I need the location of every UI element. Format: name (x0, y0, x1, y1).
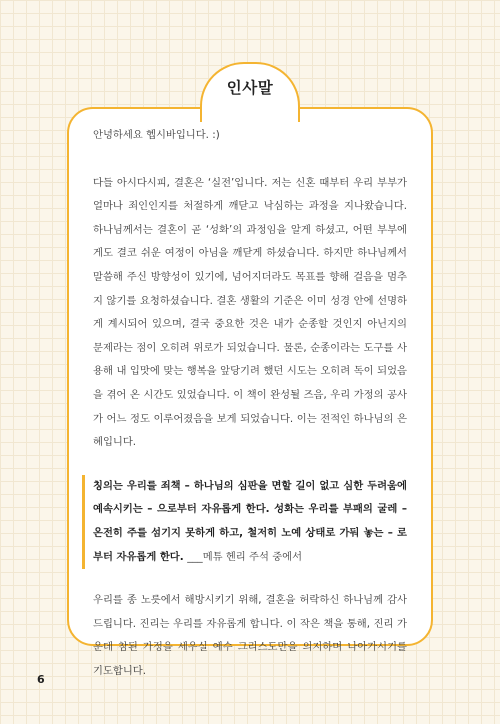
quote-attribution: ___메튜 헨리 주석 중에서 (187, 550, 303, 563)
quote-block (82, 475, 407, 569)
body-paragraph: 다들 아시다시피, 결혼은 ‘실전’입니다. 저는 신혼 때부터 우리 부부가 얼마나 죄인인지를 처절하게 깨닫고 낙심하는 과정을 지나왔습니다. 하나님께서는 결혼이 곧 ‘성화’의 과정임을 알게 하셨고, 어떤 부부에게도 결코 쉬운 여정이 아님을 깨닫게 하셨습니다. 하지만 하나님께서 말씀해 주신 방향성이 있기에, 넘어지더라도 목표를 향해 걸음을 멈추지 않기를 요청하셨습니다. 결혼 생활의 기준은 이미 성경 안에 선명하게 계시되어 있으며, 결국 중요한 것은 내가 순종할 것인지 아닌지의 문제라는 점이 오히려 위로가 되었습니다. 물론, 순종이라는 도구를 사용해 내 입맛에 맞는 행복을 앞당기려 했던 시도는 오히려 독이 되었음을 겪어 온 시간도 있었습니다. 이 책이 완성될 즈음, 우리 가정의 공사가 어느 정도 이루어졌음을 보게 되었습니다. 이는 전적인 하나님의 은혜입니다. (93, 176, 407, 449)
page-title: 인사말 (226, 79, 274, 97)
greeting-text: 안녕하세요 헵시바입니다. :) (93, 129, 220, 141)
closing-paragraph: 우리를 종 노릇에서 해방시키기 위해, 결혼을 허락하신 하나님께 감사드립니다. 진리는 우리를 자유롭게 합니다. 이 작은 책을 통해, 진리 가운데 참된 가정을 세우실 예수 그리스도만을 의지하며 나아가시기를 기도합니다. (93, 594, 407, 677)
content-body (93, 124, 407, 683)
quote-text: 칭의는 우리를 죄책 – 하나님의 심판을 면할 길이 없고 심한 두려움에 예속시키는 – 으로부터 자유롭게 한다. 성화는 우리를 부패의 굴레 – 온전히 주를 섬기지 못하게 하고, 철저히 노예 상태로 가둬 놓는 – 로부터 자유롭게 한다. (93, 479, 407, 563)
page-number: 6 (37, 673, 45, 686)
